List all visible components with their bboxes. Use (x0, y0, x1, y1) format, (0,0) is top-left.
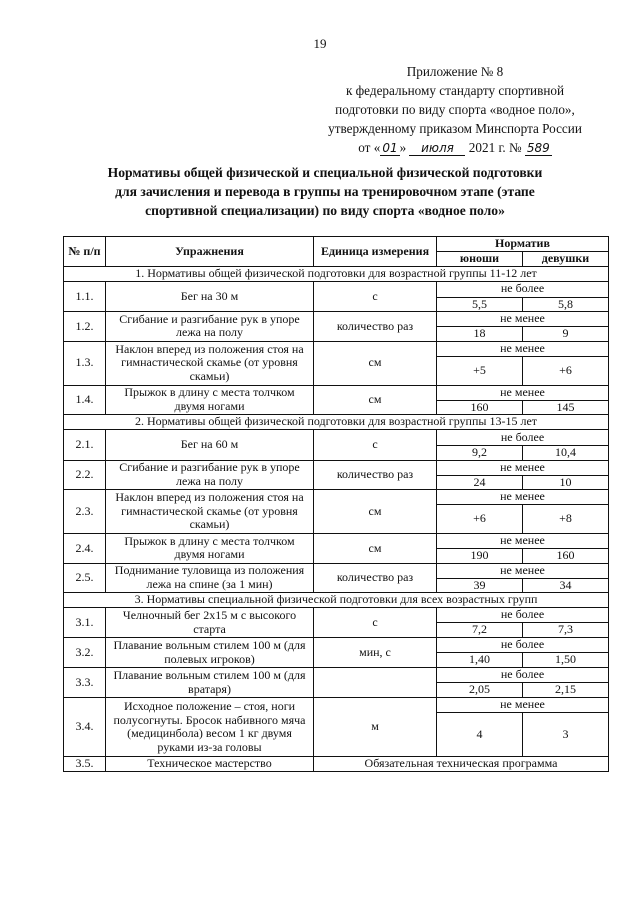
girls-value: +6 (523, 356, 609, 385)
boys-value: 160 (437, 400, 523, 415)
table-row (64, 698, 609, 713)
header-boys: юноши (437, 252, 523, 267)
boys-value: 18 (437, 327, 523, 342)
appendix-header (300, 62, 610, 157)
norm-condition: не менее (437, 534, 609, 549)
table-row (64, 341, 609, 356)
girls-value: 10 (523, 475, 609, 490)
table-row (64, 312, 609, 327)
norm-condition: не менее (437, 312, 609, 327)
document-title (60, 163, 590, 220)
girls-value: 7,3 (523, 623, 609, 638)
girls-value: 145 (523, 400, 609, 415)
girls-value: 1,50 (523, 653, 609, 668)
exercise-name: Исходное положение – стоя, ноги полусогнуты. Бросок набивного мяча (медицинбола) весом 1 кг двумя руками из-за головы (106, 698, 314, 757)
unit: см (314, 341, 437, 385)
header-num: № п/п (64, 237, 106, 267)
row-number: 1.4. (64, 385, 106, 415)
norms-table (63, 236, 609, 772)
girls-value: 2,15 (523, 683, 609, 698)
row-number: 3.3. (64, 668, 106, 698)
girls-value: 9 (523, 327, 609, 342)
program-note: Обязательная техническая программа (314, 757, 609, 772)
exercise-name: Техническое мастерство (106, 757, 314, 772)
unit (314, 668, 437, 698)
unit: см (314, 385, 437, 415)
row-number: 1.1. (64, 281, 106, 312)
norm-condition: не менее (437, 460, 609, 475)
appendix-line: Приложение № 8 (406, 64, 504, 79)
boys-value: 5,5 (437, 297, 523, 312)
norm-condition: не более (437, 281, 609, 297)
table-row (64, 534, 609, 549)
boys-value: 39 (437, 578, 523, 593)
date-prefix: от « (358, 140, 381, 155)
section-title: 1. Нормативы общей физической подготовки для возрастной группы 11-12 лет (64, 266, 609, 281)
exercise-name: Челночный бег 2х15 м с высокого старта (106, 608, 314, 638)
exercise-name: Плавание вольным стилем 100 м (для полевых игроков) (106, 638, 314, 668)
unit: с (314, 281, 437, 312)
exercise-name: Сгибание и разгибание рук в упоре лежа на полу (106, 460, 314, 490)
unit: с (314, 430, 437, 461)
norm-condition: не более (437, 430, 609, 446)
section-row (64, 593, 609, 608)
section-title: 2. Нормативы общей физической подготовки для возрастной группы 13-15 лет (64, 415, 609, 430)
header-unit: Единица измерения (314, 237, 437, 267)
table-row (64, 385, 609, 400)
appendix-line: к федеральному стандарту спортивной (345, 83, 565, 98)
norm-condition: не менее (437, 385, 609, 400)
exercise-name: Сгибание и разгибание рук в упоре лежа на полу (106, 312, 314, 342)
norm-condition: не менее (437, 698, 609, 713)
date-mid: » (399, 140, 407, 155)
girls-value: 34 (523, 578, 609, 593)
norms-body (64, 266, 609, 771)
section-row (64, 266, 609, 281)
handwritten-order-number: 589 (526, 141, 550, 155)
handwritten-month: июля (409, 141, 465, 156)
row-number: 3.5. (64, 757, 106, 772)
boys-value: 24 (437, 475, 523, 490)
row-number: 3.1. (64, 608, 106, 638)
table-row (64, 430, 609, 446)
exercise-name: Наклон вперед из положения стоя на гимнастической скамье (от уровня скамьи) (106, 341, 314, 385)
girls-value: 160 (523, 549, 609, 564)
unit: см (314, 490, 437, 534)
section-row (64, 415, 609, 430)
boys-value: +6 (437, 505, 523, 534)
girls-value: +8 (523, 505, 609, 534)
unit: м (314, 698, 437, 757)
page-number: 19 (313, 36, 327, 51)
norm-condition: не менее (437, 341, 609, 356)
exercise-name: Плавание вольным стилем 100 м (для вратаря) (106, 668, 314, 698)
exercise-name: Прыжок в длину с места толчком двумя ногами (106, 385, 314, 415)
norm-condition: не более (437, 638, 609, 653)
unit: количество раз (314, 312, 437, 342)
girls-value: 10,4 (523, 446, 609, 461)
table-row (64, 638, 609, 653)
title-line: для зачисления и перевода в группы на тренировочном этапе (этапе (115, 184, 535, 199)
exercise-name: Прыжок в длину с места толчком двумя ногами (106, 534, 314, 564)
section-title: 3. Нормативы специальной физической подготовки для всех возрастных групп (64, 593, 609, 608)
unit: с (314, 608, 437, 638)
table-row (64, 281, 609, 297)
girls-value: 5,8 (523, 297, 609, 312)
row-number: 3.2. (64, 638, 106, 668)
boys-value: +5 (437, 356, 523, 385)
row-number: 2.1. (64, 430, 106, 461)
exercise-name: Бег на 60 м (106, 430, 314, 461)
unit: мин, с (314, 638, 437, 668)
unit: количество раз (314, 563, 437, 593)
norm-condition: не более (437, 668, 609, 683)
table-row (64, 460, 609, 475)
girls-value: 3 (523, 713, 609, 757)
table-row (64, 490, 609, 505)
unit: количество раз (314, 460, 437, 490)
table-row (64, 608, 609, 623)
exercise-name: Наклон вперед из положения стоя на гимнастической скамье (от уровня скамьи) (106, 490, 314, 534)
norm-condition: не более (437, 608, 609, 623)
handwritten-day: 01 (382, 141, 398, 155)
title-line: спортивной специализации) по виду спорта «водное поло» (145, 203, 505, 218)
appendix-date-line (300, 138, 610, 157)
table-row (64, 668, 609, 683)
row-number: 2.5. (64, 563, 106, 593)
boys-value: 1,40 (437, 653, 523, 668)
title-line: Нормативы общей физической и специальной физической подготовки (107, 165, 543, 180)
row-number: 2.3. (64, 490, 106, 534)
boys-value: 190 (437, 549, 523, 564)
row-number: 2.4. (64, 534, 106, 564)
exercise-name: Бег на 30 м (106, 281, 314, 312)
date-suffix: 2021 г. № (468, 140, 522, 155)
table-row (64, 563, 609, 578)
row-number: 1.2. (64, 312, 106, 342)
norm-condition: не менее (437, 563, 609, 578)
row-number: 3.4. (64, 698, 106, 757)
table-row (64, 757, 609, 772)
exercise-name: Поднимание туловища из положения лежа на спине (за 1 мин) (106, 563, 314, 593)
boys-value: 9,2 (437, 446, 523, 461)
header-exercise: Упражнения (106, 237, 314, 267)
boys-value: 2,05 (437, 683, 523, 698)
appendix-line: подготовки по виду спорта «водное поло», (335, 102, 575, 117)
unit: см (314, 534, 437, 564)
appendix-line: утвержденному приказом Минспорта России (328, 121, 582, 136)
row-number: 2.2. (64, 460, 106, 490)
boys-value: 7,2 (437, 623, 523, 638)
header-norm: Норматив (437, 237, 609, 252)
norm-condition: не менее (437, 490, 609, 505)
boys-value: 4 (437, 713, 523, 757)
row-number: 1.3. (64, 341, 106, 385)
header-girls: девушки (523, 252, 609, 267)
